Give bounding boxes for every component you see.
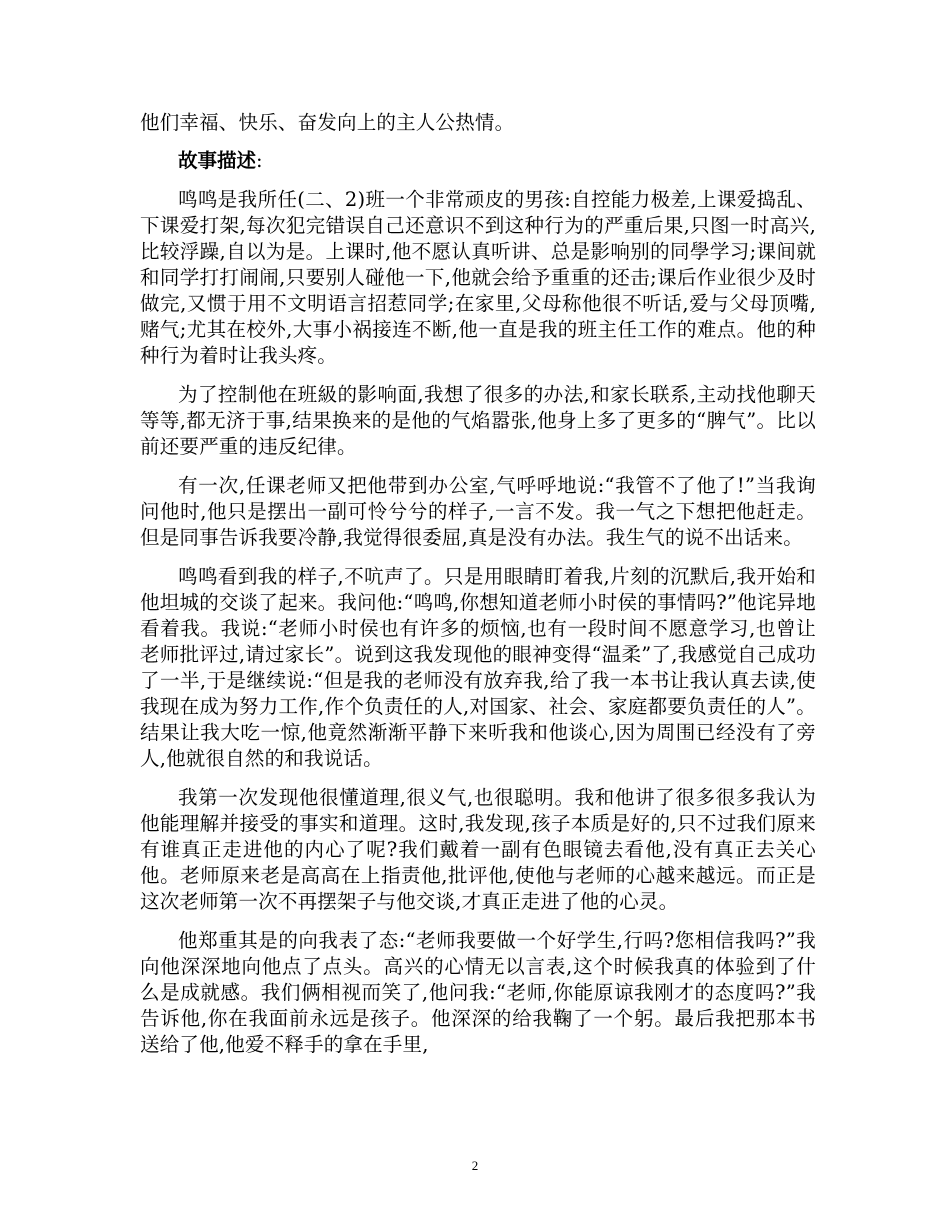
paragraph-1: 鸣鸣是我所任(二、2)班一个非常顽皮的男孩:自控能力极差,上课爱捣乱、下课爱打架,每次犯完错误自己还意识不到这种行为的严重后果,只图一时高兴,比较浮躁,自以为是。上课时,他不愿认真听讲、总是影响别的同學学习;课间就和同学打打闹闹,只要别人碰他一下,他就会给予重重的还击;课后作业很少及时做完,又惯于用不文明语言招惹同学;在家里,父母称他很不听话,爱与父母顶嘴,赌气;尤其在校外,大事小祸接连不断,他一直是我的班主任工作的难点。他的种种行为着时让我头疼。 [140,188,816,367]
document-page [140,110,816,1071]
paragraph-4: 鸣鸣看到我的样子,不吭声了。只是用眼睛盯着我,片刻的沉默后,我开始和他坦城的交谈了起来。我问他:“鸣鸣,你想知道老师小时侯的事情吗?”他诧异地看着我。我说:“老师小时侯也有许多的烦恼,也有一段时间不愿意学习,也曾让老师批评过,请过家长”。说到这我发现他的眼神变得“温柔”了,我感觉自己成功了一半,于是继续说:“但是我的老师没有放弃我,给了我一本书让我认真去读,使我现在成为努力工作,作个负责任的人,对国家、社会、家庭都要负责任的人”。结果让我大吃一惊,他竟然渐渐平静下来听我和他谈心,因为周围已经没有了旁人,他就很自然的和我说话。 [140,565,816,770]
page-number: 2 [471,1158,479,1173]
paragraph-6: 他郑重其是的向我表了态:“老师我要做一个好学生,行吗?您相信我吗?”我向他深深地向他点了点头。高兴的心情无以言表,这个时候我真的体验到了什么是成就感。我们俩相视而笑了,他问我:“老师,你能原谅我刚才的态度吗?”我告诉他,你在我面前永远是孩子。他深深的给我鞠了一个躬。最后我把那本书送给了他,他爱不释手的拿在手里, [140,929,816,1056]
continuation-line: 他们幸福、快乐、奋发向上的主人公热情。 [140,111,515,134]
section-heading-text: 故事描述 [178,149,257,172]
section-heading-colon: : [256,149,263,172]
section-heading [140,148,816,174]
paragraph-3: 有一次,任课老师又把他带到办公室,气呼呼地说:“我管不了他了!”当我询问他时,他只是摆出一副可怜兮兮的样子,一言不发。我一气之下想把他赶走。但是同事告诉我要冷静,我觉得很委屈,真是没有办法。我生气的说不出话来。 [140,474,816,549]
paragraph-2: 为了控制他在班級的影响面,我想了很多的办法,和家长联系,主动找他聊天等等,都无济于事,结果换来的是他的气焰嚣张,他身上多了更多的“脾气”。比以前还要严重的违反纪律。 [140,383,816,458]
paragraph-5: 我第一次发现他很懂道理,很义气,也很聪明。我和他讲了很多很多我认为他能理解并接受的事实和道理。这时,我发现,孩子本质是好的,只不过我们原来有谁真正走进他的内心了呢?我们戴着一副有色眼镜去看他,没有真正去关心他。老师原来老是高高在上指责他,批评他,使他与老师的心越来越远。而正是这次老师第一次不再摆架子与他交谈,才真正走进了他的心灵。 [140,786,816,913]
